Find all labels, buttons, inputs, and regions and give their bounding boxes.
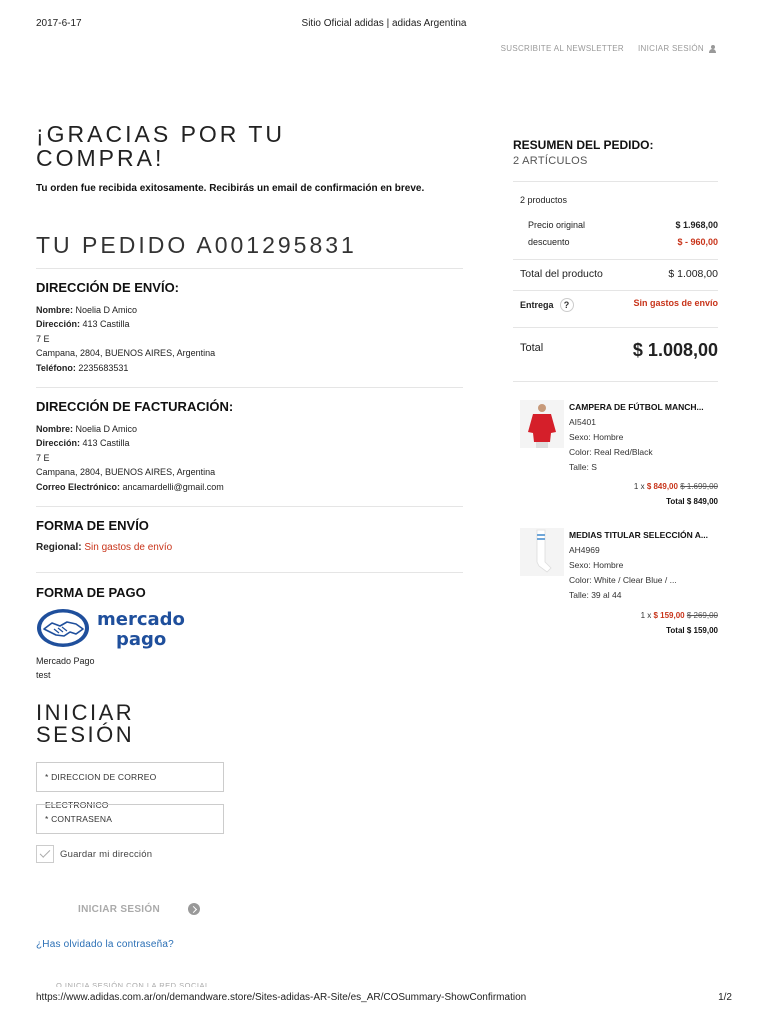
- print-url: https://www.adidas.com.ar/on/demandware.store/Sites-adidas-AR-Site/es_AR/COSummary-ShowConfirmation: [36, 992, 527, 1003]
- login-link-label: INICIAR SESIÓN: [638, 44, 704, 53]
- product-qty: 1 x: [633, 482, 645, 491]
- total-label: Total: [520, 342, 544, 354]
- login-link[interactable]: [638, 44, 716, 53]
- divider: [513, 290, 718, 291]
- divider: [36, 572, 463, 573]
- product-item: [520, 528, 718, 640]
- billing-address-block: [36, 422, 224, 494]
- shipping-method: [36, 541, 172, 555]
- product-image-jacket[interactable]: [520, 400, 564, 448]
- discount-value: $ - 960,00: [677, 237, 718, 247]
- login-button[interactable]: [78, 903, 200, 915]
- remember-label: Guardar mi dirección: [60, 849, 153, 860]
- mercadopago-logo-word-1: mercado: [97, 609, 185, 630]
- delivery-label: Entrega: [520, 300, 554, 310]
- user-icon: [709, 45, 716, 53]
- password-input[interactable]: * CONTRASENA: [36, 804, 224, 834]
- divider: [513, 259, 718, 260]
- check-icon: [40, 847, 51, 858]
- product-price: [641, 611, 718, 620]
- product-image-socks[interactable]: [520, 528, 564, 576]
- product-sku: AH4969: [569, 545, 600, 555]
- product-name[interactable]: CAMPERA DE FÚTBOL MANCH...: [569, 402, 704, 412]
- address-label: Dirección:: [36, 438, 81, 449]
- forgot-password-link[interactable]: ¿Has olvidado la contraseña?: [36, 939, 174, 950]
- name-label: Nombre:: [36, 424, 74, 434]
- payment-details: [36, 654, 95, 682]
- product-info: [569, 400, 719, 475]
- product-item: [520, 400, 718, 512]
- product-color: Color: White / Clear Blue / ...: [569, 575, 677, 585]
- email-label: Correo Electrónico:: [36, 481, 121, 492]
- mercadopago-logo-word-2: pago: [116, 629, 167, 649]
- payment-method-name: Mercado Pago: [36, 656, 95, 666]
- divider: [36, 387, 463, 388]
- remember-checkbox[interactable]: [36, 845, 54, 863]
- shipping-address-heading: DIRECCIÓN DE ENVÍO:: [36, 280, 180, 295]
- payment-note: test: [36, 670, 51, 680]
- summary-subtitle: 2 ARTÍCULOS: [513, 155, 588, 167]
- login-button-label: INICIAR SESIÓN: [78, 903, 160, 915]
- subtotal-value: $ 1.008,00: [668, 268, 718, 280]
- address-city: Campana, 2804, BUENOS AIRES, Argentina: [36, 467, 216, 478]
- delivery-value: Sin gastos de envío: [633, 298, 718, 308]
- print-date: 2017-6-17: [36, 18, 82, 29]
- payment-heading: FORMA DE PAGO: [36, 585, 146, 600]
- total-box: [513, 327, 718, 382]
- original-price-value: $ 1.968,00: [675, 220, 718, 230]
- product-gender: Sexo: Hombre: [569, 560, 624, 570]
- order-number-title: TU PEDIDO A001295831: [36, 232, 357, 258]
- discount-label: descuento: [528, 237, 570, 247]
- address-label: Dirección:: [36, 319, 81, 330]
- delivery-label-wrap: [520, 298, 574, 312]
- confirmation-message: Tu orden fue recibida exitosamente. Recibirás un email de confirmación en breve.: [36, 183, 425, 194]
- product-price-old: $ 1.699,00: [680, 482, 718, 491]
- address-line2: 7 E: [36, 333, 50, 344]
- email-value: ancamardelli@gmail.com: [122, 481, 224, 492]
- product-size: Talle: 39 al 44: [569, 590, 622, 600]
- product-price-now: $ 849,00: [646, 482, 678, 491]
- product-qty: 1 x: [640, 611, 652, 620]
- shipping-method-heading: FORMA DE ENVÍO: [36, 518, 149, 533]
- email-input[interactable]: * DIRECCION DE CORREO ELECTRONICO: [36, 762, 224, 792]
- social-login-text: O INICIA SESIÓN CON LA RED SOCIAL: [56, 981, 210, 987]
- help-icon[interactable]: ?: [560, 298, 574, 312]
- subtotal-label: Total del producto: [520, 268, 603, 280]
- product-total: Total $ 849,00: [666, 497, 718, 506]
- product-size: Talle: S: [569, 462, 597, 472]
- print-page-number: 1/2: [718, 992, 732, 1003]
- top-nav: [501, 44, 716, 53]
- summary-title: RESUMEN DEL PEDIDO:: [513, 138, 654, 152]
- name-value: Noelia D Amico: [75, 305, 138, 315]
- newsletter-link[interactable]: SUSCRIBITE AL NEWSLETTER: [500, 44, 624, 53]
- product-sku: AI5401: [569, 417, 596, 427]
- phone-label: Teléfono:: [36, 362, 76, 373]
- mercadopago-logo: [36, 607, 186, 649]
- thanks-title: ¡GRACIAS POR TU COMPRA!: [36, 121, 286, 171]
- address-city: Campana, 2804, BUENOS AIRES, Argentina: [36, 348, 216, 359]
- name-value: Noelia D Amico: [75, 424, 138, 434]
- product-color: Color: Real Red/Black: [569, 447, 653, 457]
- product-count-label: 2 productos: [520, 195, 568, 205]
- name-label: Nombre:: [36, 305, 74, 315]
- shipping-address-block: [36, 303, 215, 375]
- address-line1: 413 Castilla: [82, 438, 130, 449]
- product-name[interactable]: MEDIAS TITULAR SELECCIÓN A...: [569, 530, 708, 540]
- arrow-right-icon: [188, 903, 200, 915]
- print-page-title: Sitio Oficial adidas | adidas Argentina: [301, 18, 467, 29]
- summary-box: [513, 181, 718, 328]
- phone-value: 2235683531: [78, 362, 129, 373]
- product-price-old: $ 269,00: [686, 611, 718, 620]
- original-price-label: Precio original: [528, 220, 586, 230]
- shipping-method-label: Regional:: [36, 542, 82, 553]
- login-title: INICIAR SESIÓN: [36, 700, 135, 747]
- total-value: $ 1.008,00: [632, 340, 718, 360]
- product-price: [634, 482, 718, 491]
- divider: [36, 506, 463, 507]
- divider: [36, 268, 463, 269]
- product-total: Total $ 159,00: [666, 626, 718, 635]
- address-line1: 413 Castilla: [82, 319, 130, 330]
- address-line2: 7 E: [36, 452, 50, 463]
- product-info: [569, 528, 719, 603]
- product-price-now: $ 159,00: [653, 611, 685, 620]
- billing-address-heading: DIRECCIÓN DE FACTURACIÓN:: [36, 399, 234, 414]
- product-gender: Sexo: Hombre: [569, 432, 624, 442]
- shipping-method-value: Sin gastos de envío: [84, 542, 173, 553]
